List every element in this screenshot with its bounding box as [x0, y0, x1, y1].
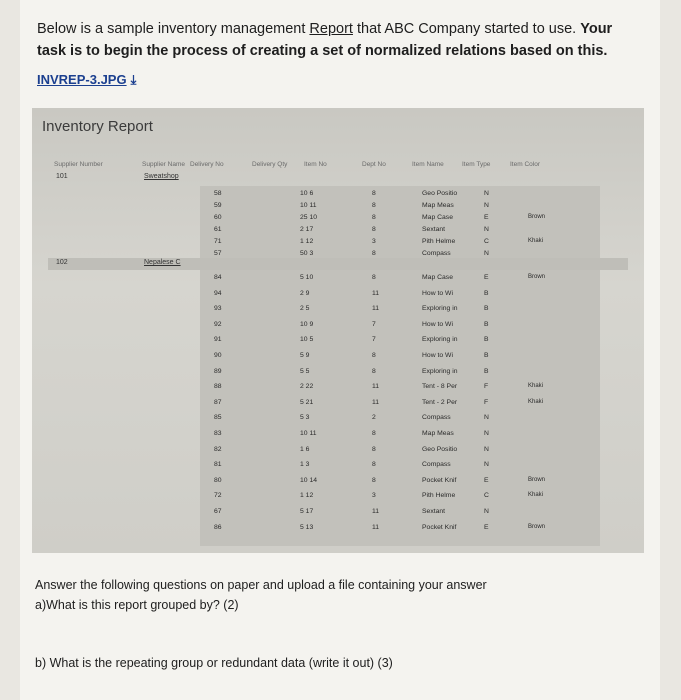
table-row [32, 202, 644, 214]
table-row [32, 477, 644, 489]
table-row [32, 290, 644, 302]
item-color-cell: Khaki [528, 398, 544, 405]
col-dept-no: Dept No [362, 161, 386, 168]
item-name-cell: Compass [422, 250, 451, 257]
table-row [32, 508, 644, 520]
qty-item-cell: 10 14 [300, 476, 318, 484]
delivery-no-cell: 84 [214, 274, 222, 281]
qty-item-cell: 10 6 [300, 190, 314, 197]
intro-text-start: Below is a sample inventory management [37, 21, 310, 37]
attachment-link[interactable] [37, 72, 136, 88]
qty-item-cell: 2 22 [300, 383, 314, 391]
delivery-no-cell: 90 [214, 352, 222, 359]
qty-item-cell: 25 10 [300, 214, 318, 221]
qty-item-cell: 1 6 [300, 445, 310, 453]
table-row [32, 399, 644, 411]
delivery-no-cell: 85 [214, 414, 222, 422]
table-row [32, 238, 644, 250]
item-name-cell: How to Wi [422, 320, 453, 328]
assignment-page [20, 0, 660, 700]
item-type-cell: N [484, 250, 489, 257]
qty-item-cell: 5 21 [300, 398, 314, 406]
dept-no-cell: 8 [372, 461, 376, 469]
dept-no-cell: 11 [372, 508, 380, 515]
item-name-cell: Sextant [422, 226, 446, 233]
delivery-no-cell: 91 [214, 336, 222, 344]
dept-no-cell: 3 [372, 492, 376, 500]
download-icon[interactable]: ⤓ [130, 72, 137, 87]
delivery-no-cell: 67 [214, 508, 222, 515]
item-name-cell: Pith Helme [422, 492, 456, 500]
item-name-cell: How to Wi [422, 289, 453, 297]
table-row [32, 336, 644, 348]
item-type-cell: B [484, 289, 489, 297]
dept-no-cell: 8 [372, 226, 376, 233]
qty-item-cell: 2 9 [300, 289, 310, 297]
questions-intro: Answer the following questions on paper and upload a file containing your answer [35, 578, 487, 592]
item-name-cell: Tent - 2 Per [422, 398, 458, 406]
table-row [32, 430, 644, 442]
table-row [32, 461, 644, 473]
delivery-no-cell: 92 [214, 320, 222, 328]
item-color-cell: Brown [528, 523, 546, 530]
dept-no-cell: 8 [372, 476, 376, 484]
item-name-cell: Compass [422, 414, 451, 422]
dept-no-cell: 7 [372, 320, 376, 328]
item-type-cell: N [484, 508, 489, 515]
dept-no-cell: 11 [372, 305, 380, 313]
dept-no-cell: 8 [372, 250, 376, 257]
col-item-no: Item No [304, 161, 327, 168]
table-row [32, 274, 644, 286]
qty-item-cell: 1 12 [300, 238, 314, 245]
delivery-no-cell: 87 [214, 398, 222, 406]
supplier-number: 102 [56, 259, 68, 266]
qty-item-cell: 5 5 [300, 367, 310, 375]
item-name-cell: Sextant [422, 508, 446, 515]
col-item-name: Item Name [412, 161, 444, 168]
item-color-cell: Brown [528, 214, 546, 220]
item-name-cell: Map Meas [422, 430, 454, 437]
item-type-cell: C [484, 238, 489, 245]
delivery-no-cell: 89 [214, 367, 222, 375]
qty-item-cell: 1 12 [300, 492, 314, 500]
item-type-cell: N [484, 202, 489, 209]
intro-text-middle: that ABC Company started to use. [352, 21, 581, 37]
item-name-cell: Pocket Knif [422, 476, 457, 484]
item-name-cell: Pith Helme [422, 238, 456, 245]
col-supplier-name: Supplier Name [142, 161, 185, 168]
item-name-cell: Geo Positio [422, 190, 458, 197]
table-row [32, 305, 644, 317]
delivery-no-cell: 94 [214, 289, 222, 297]
dept-no-cell: 2 [372, 414, 376, 422]
item-color-cell: Khaki [528, 238, 544, 244]
dept-no-cell: 3 [372, 238, 376, 245]
qty-item-cell: 5 10 [300, 274, 314, 281]
item-type-cell: N [484, 414, 489, 422]
col-delivery-no: Delivery No [190, 161, 224, 168]
supplier-number: 101 [56, 173, 68, 180]
item-name-cell: Exploring in [422, 367, 458, 375]
qty-item-cell: 5 13 [300, 523, 314, 531]
qty-item-cell: 5 17 [300, 508, 314, 515]
delivery-no-cell: 88 [214, 383, 222, 391]
table-row [32, 524, 644, 536]
delivery-no-cell: 81 [214, 461, 222, 469]
dept-no-cell: 7 [372, 336, 376, 344]
item-name-cell: How to Wi [422, 352, 453, 359]
item-name-cell: Geo Positio [422, 445, 458, 453]
item-type-cell: F [484, 398, 489, 406]
item-name-cell: Pocket Knif [422, 523, 457, 531]
dept-no-cell: 8 [372, 274, 376, 281]
table-row [32, 368, 644, 380]
inventory-report-image [32, 108, 644, 553]
dept-no-cell: 8 [372, 214, 376, 221]
delivery-no-cell: 83 [214, 430, 222, 437]
delivery-no-cell: 86 [214, 523, 222, 531]
qty-item-cell: 1 3 [300, 461, 310, 469]
col-item-color: Item Color [510, 161, 540, 168]
dept-no-cell: 11 [372, 383, 380, 391]
item-color-cell: Khaki [528, 492, 544, 499]
dept-no-cell: 11 [372, 523, 380, 531]
supplier-name: Nepalese C [144, 259, 181, 266]
col-delivery-qty: Delivery Qty [252, 161, 288, 168]
intro-text [37, 18, 637, 62]
qty-item-cell: 10 11 [300, 430, 317, 437]
dept-no-cell: 8 [372, 202, 376, 209]
qty-item-cell: 10 5 [300, 336, 314, 344]
dept-no-cell: 11 [372, 289, 380, 297]
table-row [32, 321, 644, 333]
delivery-no-cell: 93 [214, 305, 222, 313]
item-type-cell: E [484, 523, 489, 531]
item-type-cell: E [484, 476, 489, 484]
item-name-cell: Compass [422, 461, 451, 469]
delivery-no-cell: 57 [214, 250, 222, 257]
item-type-cell: F [484, 383, 489, 391]
delivery-no-cell: 58 [214, 190, 222, 197]
dept-no-cell: 11 [372, 398, 380, 406]
item-type-cell: N [484, 226, 489, 233]
item-type-cell: N [484, 190, 489, 197]
item-type-cell: E [484, 214, 489, 221]
item-type-cell: B [484, 367, 489, 375]
item-color-cell: Brown [528, 274, 546, 280]
item-name-cell: Exploring in [422, 336, 458, 344]
table-row [32, 446, 644, 458]
item-type-cell: N [484, 445, 489, 453]
report-title: Inventory Report [42, 118, 153, 135]
qty-item-cell: 2 17 [300, 226, 314, 233]
table-row [32, 226, 644, 238]
col-item-type: Item Type [462, 161, 491, 168]
item-type-cell: C [484, 492, 489, 500]
item-color-cell: Khaki [528, 383, 544, 390]
question-b: b) What is the repeating group or redundant data (write it out) (3) [35, 656, 393, 670]
delivery-no-cell: 60 [214, 214, 222, 221]
report-word: Report [309, 21, 353, 37]
item-name-cell: Map Meas [422, 202, 454, 209]
col-supplier-number: Supplier Number [54, 161, 103, 168]
table-row [32, 492, 644, 504]
delivery-no-cell: 71 [214, 238, 222, 245]
table-row [32, 214, 644, 226]
item-type-cell: B [484, 352, 489, 359]
qty-item-cell: 10 11 [300, 202, 317, 209]
table-row [32, 414, 644, 426]
dept-no-cell: 8 [372, 430, 376, 437]
dept-no-cell: 8 [372, 445, 376, 453]
delivery-no-cell: 59 [214, 202, 222, 209]
delivery-no-cell: 82 [214, 445, 222, 453]
group-separator [48, 258, 628, 270]
qty-item-cell: 2 5 [300, 305, 310, 313]
delivery-no-cell: 61 [214, 226, 222, 233]
table-row [32, 190, 644, 202]
qty-item-cell: 5 9 [300, 352, 310, 359]
item-name-cell: Map Case [422, 214, 453, 221]
qty-item-cell: 10 9 [300, 320, 314, 328]
item-color-cell: Brown [528, 476, 546, 483]
item-name-cell: Map Case [422, 274, 453, 281]
item-name-cell: Tent - 8 Per [422, 383, 458, 391]
item-type-cell: N [484, 461, 489, 469]
item-type-cell: N [484, 430, 489, 437]
table-row [32, 383, 644, 395]
attachment-filename: INVREP-3.JPG [37, 72, 127, 87]
dept-no-cell: 8 [372, 352, 376, 359]
dept-no-cell: 8 [372, 367, 376, 375]
supplier-name: Sweatshop [144, 173, 179, 180]
item-name-cell: Exploring in [422, 305, 458, 313]
delivery-no-cell: 80 [214, 476, 222, 484]
item-type-cell: B [484, 320, 489, 328]
item-type-cell: B [484, 305, 489, 313]
item-type-cell: E [484, 274, 489, 281]
item-type-cell: B [484, 336, 489, 344]
qty-item-cell: 5 3 [300, 414, 310, 422]
qty-item-cell: 50 3 [300, 250, 314, 257]
table-row [32, 352, 644, 364]
intro-task-text: Your task is to begin the process of creating a set of normalized relations based on this. [37, 21, 613, 59]
dept-no-cell: 8 [372, 190, 376, 197]
question-a: a)What is this report grouped by? (2) [35, 598, 239, 612]
delivery-no-cell: 72 [214, 492, 222, 500]
